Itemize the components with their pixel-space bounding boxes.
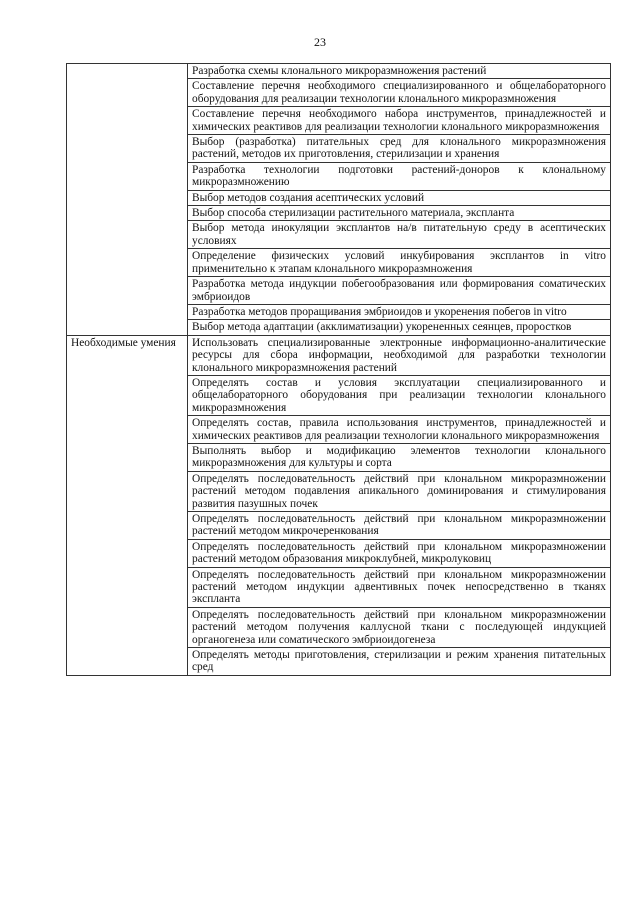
table-row — [67, 335, 611, 375]
empty-label-cell — [67, 64, 188, 336]
page-number: 23 — [314, 35, 326, 49]
action-cell: Разработка технологии подготовки растений-доноров к клональному микроразмножению — [188, 162, 611, 190]
skill-cell: Использовать специализированные электронные информационно-аналитические ресурсы для сбора информации, необходимой для разработки технологии клонального микроразмножения растений — [188, 335, 611, 375]
action-cell: Разработка схемы клонального микроразмножения растений — [188, 64, 611, 79]
skill-cell: Определять последовательность действий при клональном микроразмножении растений методом подавления апикального доминирования и стимулирования развития пазушных почек — [188, 471, 611, 511]
action-cell: Составление перечня необходимого специализированного и общелабораторного оборудования для реализации технологии клонального микроразмножения — [188, 79, 611, 107]
requirements-table — [66, 63, 611, 676]
action-cell: Выбор способа стерилизации растительного материала, экспланта — [188, 206, 611, 221]
action-cell: Составление перечня необходимого набора инструментов, принадлежностей и химических реактивов для реализации технологии клонального микроразмножения — [188, 107, 611, 135]
action-cell: Выбор метода адаптации (акклиматизации) укорененных сеянцев, проростков — [188, 320, 611, 335]
skill-cell: Определять последовательность действий при клональном микроразмножении растений методом образования микроклубней, микролуковиц — [188, 539, 611, 567]
skill-cell: Определять состав и условия эксплуатации специализированного и общелабораторного оборудования при реализации технологии клонального микроразмножения — [188, 375, 611, 415]
skill-cell: Определять состав, правила использования инструментов, принадлежностей и химических реактивов для реализации технологии клонального микроразмножения — [188, 416, 611, 444]
action-cell: Выбор методов создания асептических условий — [188, 190, 611, 205]
action-cell: Разработка методов проращивания эмбриоидов и укоренения побегов in vitro — [188, 304, 611, 319]
skills-label-cell: Необходимые умения — [67, 335, 188, 675]
skill-cell: Определять последовательность действий при клональном микроразмножении растений методом получения каллусной ткани с последующей индукцией органогенеза или соматического эмбриоидогенеза — [188, 607, 611, 647]
skill-cell: Определять последовательность действий при клональном микроразмножении растений методом микрочеренкования — [188, 512, 611, 540]
action-cell: Выбор метода инокуляции эксплантов на/в питательную среду в асептических условиях — [188, 221, 611, 249]
action-cell: Определение физических условий инкубирования эксплантов in vitro применительно к этапам клонального микроразмножения — [188, 249, 611, 277]
skill-cell: Выполнять выбор и модификацию элементов технологии клонального микроразмножения для культуры и сорта — [188, 443, 611, 471]
action-cell: Разработка метода индукции побегообразования или формирования соматических эмбриоидов — [188, 277, 611, 305]
skill-cell: Определять методы приготовления, стерилизации и режим хранения питательных сред — [188, 648, 611, 676]
action-cell: Выбор (разработка) питательных сред для клонального микроразмножения растений, методов их приготовления, стерилизации и хранения — [188, 135, 611, 163]
table-row — [67, 64, 611, 79]
skill-cell: Определять последовательность действий при клональном микроразмножении растений методом индукции адвентивных почек непосредственно в тканях экспланта — [188, 567, 611, 607]
